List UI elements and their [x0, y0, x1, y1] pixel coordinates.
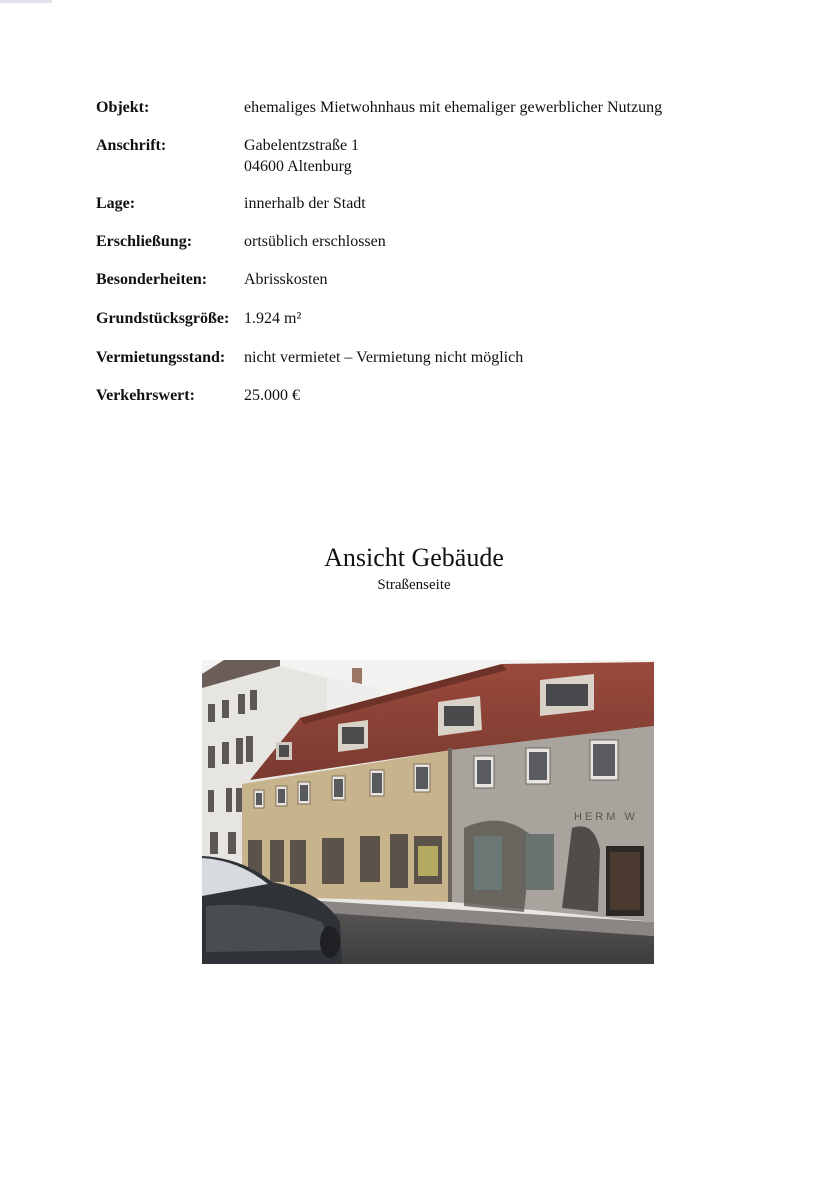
fact-label: Grundstücksgröße: [96, 310, 230, 327]
fact-value: nicht vermietet – Vermietung nicht möglich [244, 349, 524, 366]
building-photo [202, 660, 654, 964]
fact-label: Erschließung: [96, 233, 193, 250]
drainpipe [448, 748, 452, 902]
fact-label: Lage: [96, 195, 136, 212]
fact-label: Vermietungsstand: [96, 349, 226, 366]
shop-sign-text: HERM W [574, 811, 638, 823]
view-subtitle: Straßenseite [377, 577, 451, 593]
fact-label: Anschrift: [96, 137, 167, 154]
fact-value: ehemaliges Mietwohnhaus mit ehemaliger gewerblicher Nutzung [244, 99, 663, 116]
fact-value-line2: 04600 Altenburg [244, 158, 352, 175]
fact-value: 1.924 m² [244, 310, 302, 327]
fact-value: 25.000 € [244, 387, 300, 404]
fact-value: ortsüblich erschlossen [244, 233, 386, 250]
fact-value: Abrisskosten [244, 271, 328, 288]
fact-label: Verkehrswert: [96, 387, 195, 404]
fact-value: Gabelentzstraße 1 [244, 137, 360, 154]
view-title: Ansicht Gebäude [324, 543, 504, 572]
fact-value: innerhalb der Stadt [244, 195, 366, 212]
fact-label: Objekt: [96, 99, 150, 116]
scan-corner-mark [0, 0, 52, 3]
fact-label: Besonderheiten: [96, 271, 208, 288]
